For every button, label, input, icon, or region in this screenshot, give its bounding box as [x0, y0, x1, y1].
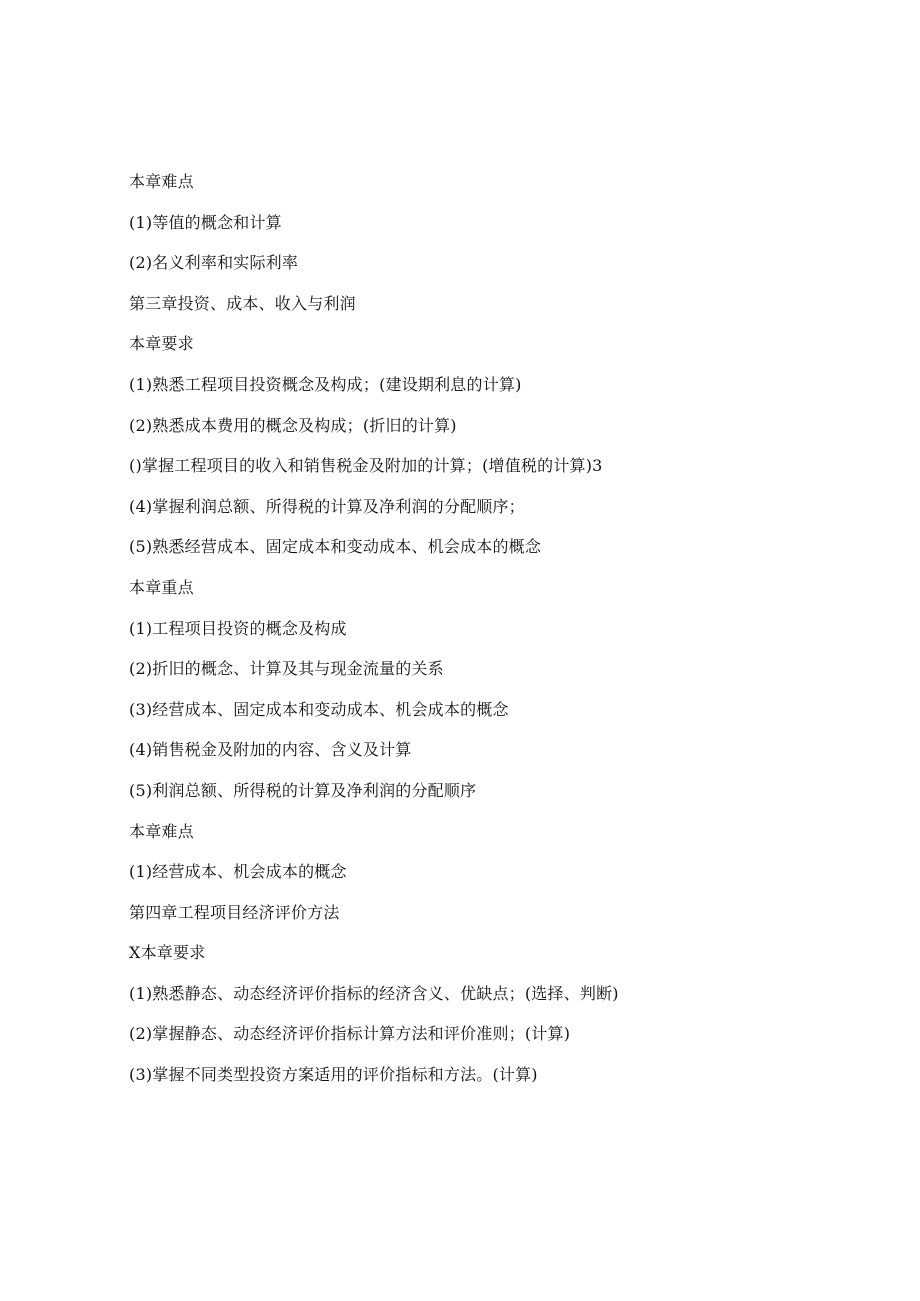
chapter-title: 第三章投资、成本、收入与利润 — [129, 293, 356, 313]
list-item: (2)掌握静态、动态经济评价指标计算方法和评价准则；(计算) — [129, 1024, 571, 1044]
section-heading-difficulties: 本章难点 — [129, 821, 194, 841]
list-item: (1)工程项目投资的概念及构成 — [129, 618, 347, 638]
list-item: (4)掌握利润总额、所得税的计算及净利润的分配顺序； — [129, 496, 525, 516]
chapter-title: 第四章工程项目经济评价方法 — [129, 902, 340, 922]
list-item: (3)掌握不同类型投资方案适用的评价指标和方法。(计算) — [129, 1065, 538, 1085]
section-heading-requirements: X本章要求 — [129, 943, 206, 963]
list-item: (5)利润总额、所得税的计算及净利润的分配顺序 — [129, 780, 477, 800]
document-body — [129, 170, 869, 1104]
list-item: (1)经营成本、机会成本的概念 — [129, 862, 347, 882]
list-item: (2)名义利率和实际利率 — [129, 253, 299, 273]
list-item: (2)熟悉成本费用的概念及构成；(折旧的计算) — [129, 415, 457, 435]
list-item: (2)折旧的概念、计算及其与现金流量的关系 — [129, 659, 444, 679]
section-heading-requirements: 本章要求 — [129, 334, 194, 354]
list-item: (5)熟悉经营成本、固定成本和变动成本、机会成本的概念 — [129, 537, 542, 557]
section-heading-difficulties: 本章难点 — [129, 172, 194, 191]
list-item: ()掌握工程项目的收入和销售税金及附加的计算；(增值税的计算)3 — [129, 456, 603, 476]
section-heading-key-points: 本章重点 — [129, 577, 194, 597]
list-item: (4)销售税金及附加的内容、含义及计算 — [129, 740, 412, 760]
list-item: (1)熟悉静态、动态经济评价指标的经济含义、优缺点；(选择、判断) — [129, 983, 619, 1003]
list-item: (1)等值的概念和计算 — [129, 212, 282, 232]
list-item: (3)经营成本、固定成本和变动成本、机会成本的概念 — [129, 699, 509, 719]
list-item: (1)熟悉工程项目投资概念及构成；(建设期利息的计算) — [129, 374, 522, 394]
